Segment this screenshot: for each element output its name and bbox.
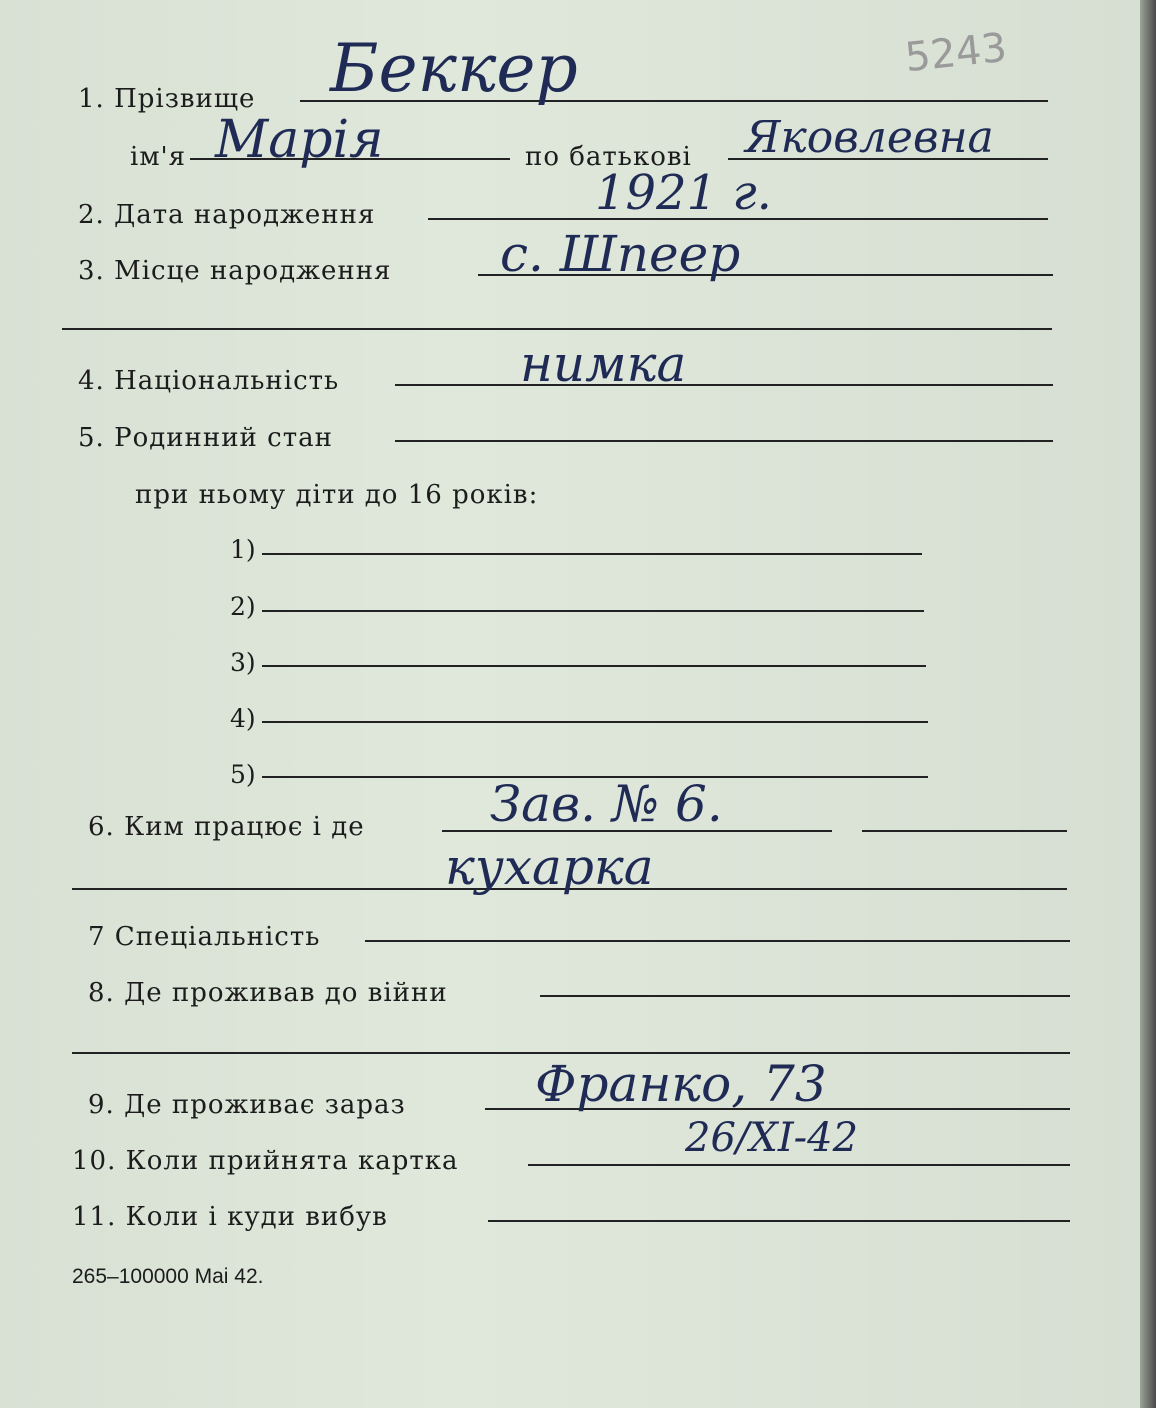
card-accepted-value: 26/XI-42 — [685, 1115, 859, 1161]
child-item-4-label: 4) — [230, 704, 256, 733]
occupation-line-b — [862, 830, 1067, 832]
prewar-residence-line — [540, 995, 1070, 997]
nationality-value: нимка — [520, 335, 687, 393]
prewar-residence-line-2 — [72, 1052, 1070, 1054]
occupation-value: Зав. № 6. — [490, 775, 723, 833]
marital-status-label: 5. Родинний стан — [78, 423, 333, 453]
child-item-1-label: 1) — [230, 535, 256, 564]
archive-number: 5243 — [902, 24, 1009, 82]
nationality-label: 4. Національність — [78, 366, 340, 396]
card-accepted-line — [528, 1164, 1070, 1166]
occupation-value-line-2: кухарка — [445, 838, 654, 896]
child-item-5-label: 5) — [230, 760, 256, 789]
specialty-line — [365, 940, 1070, 942]
birth-place-line-2 — [62, 328, 1052, 330]
child-item-2-line — [262, 610, 924, 612]
birth-date-value: 1921 г. — [595, 165, 772, 221]
name-label: ім'я — [130, 142, 187, 172]
marital-status-line — [395, 440, 1053, 442]
occupation-label: 6. Ким працює і де — [88, 812, 365, 842]
card-edge-shadow — [1140, 0, 1156, 1408]
departure-label: 11. Коли і куди вибув — [72, 1202, 388, 1232]
patronymic-value: Яковлевна — [745, 112, 994, 163]
child-item-3-label: 3) — [230, 648, 256, 677]
birth-place-label: 3. Місце народження — [78, 256, 392, 286]
prewar-residence-label: 8. Де проживав до війни — [88, 978, 448, 1008]
current-residence-label: 9. Де проживає зараз — [88, 1090, 406, 1120]
name-value: Марія — [215, 110, 384, 170]
departure-line — [488, 1220, 1070, 1222]
patronymic-label: по батькові — [525, 142, 692, 172]
child-item-2-label: 2) — [230, 592, 256, 621]
surname-label: 1. Прізвище — [78, 84, 256, 114]
current-residence-value: Франко, 73 — [535, 1055, 827, 1113]
child-item-3-line — [262, 665, 926, 667]
birth-date-label: 2. Дата народження — [78, 200, 376, 230]
child-item-4-line — [262, 721, 928, 723]
children-label: при ньому діти до 16 років: — [135, 480, 539, 510]
surname-value: Беккер — [330, 30, 578, 107]
print-imprint: 265–100000 Mai 42. — [72, 1265, 264, 1288]
nationality-line — [395, 384, 1053, 386]
child-item-1-line — [262, 553, 922, 555]
birth-place-value: с. Шпеер — [500, 225, 741, 283]
specialty-label: 7 Спеціальність — [88, 922, 321, 952]
card-accepted-label: 10. Коли прийнята картка — [72, 1146, 459, 1176]
